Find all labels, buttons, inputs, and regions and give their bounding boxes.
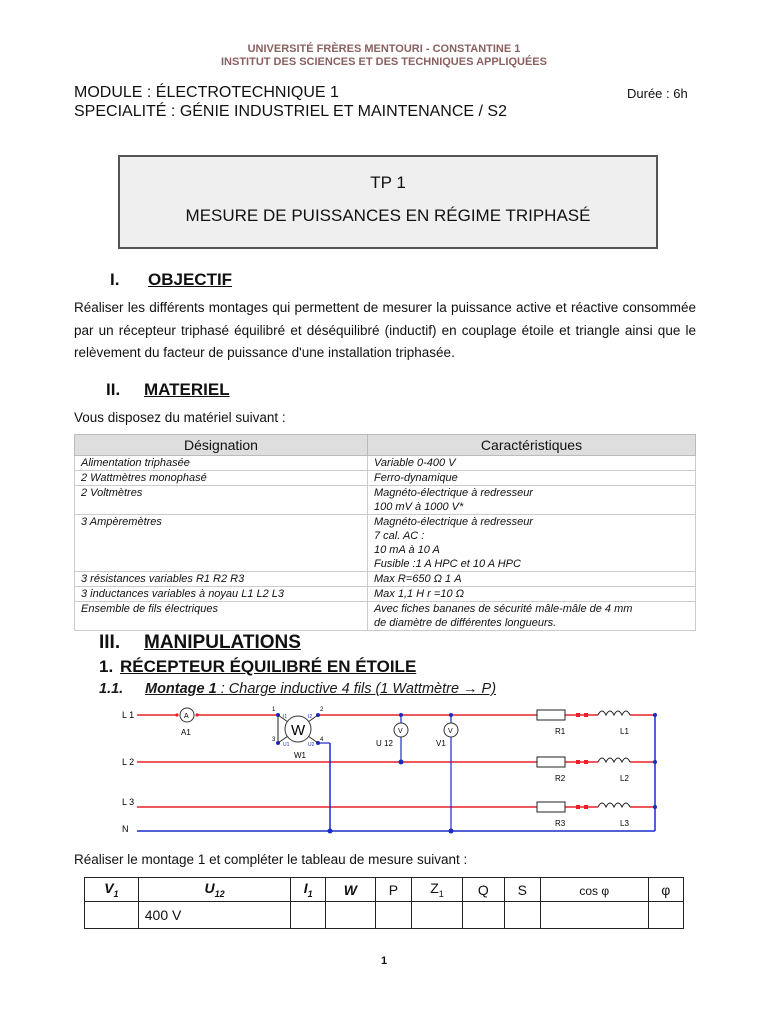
montage-description: : Charge inductive 4 fils (1 Wattmètre → P)	[216, 681, 497, 697]
measurement-value-cell[interactable]	[85, 902, 139, 929]
cell-line: de diamètre de différentes longueurs.	[374, 617, 557, 629]
designation-cell	[75, 602, 368, 631]
section-number: II.	[106, 380, 121, 399]
duration: Durée : 6h	[627, 86, 688, 101]
section-title: OBJECTIF	[148, 270, 233, 289]
caracteristiques-cell	[368, 602, 696, 631]
measurement-header-cell	[291, 878, 326, 902]
terminal-number: 4	[320, 737, 324, 743]
cell-line: 3 Ampèremètres	[81, 516, 162, 528]
cell-line: Alimentation triphasée	[81, 457, 190, 469]
designation-cell	[75, 456, 368, 471]
caracteristiques-cell	[368, 572, 696, 587]
cell-line: 2 Wattmètres monophasé	[81, 472, 207, 484]
terminal-number: 2	[320, 707, 324, 713]
column-header: Désignation	[75, 435, 368, 456]
line-label: L 2	[122, 757, 135, 767]
column-header: Caractéristiques	[368, 435, 696, 456]
junction-dot	[653, 760, 657, 764]
measurement-header-cell	[375, 878, 411, 902]
measurement-table	[84, 877, 684, 929]
table-row	[75, 456, 696, 471]
header-subscript: 1	[113, 888, 119, 899]
measurement-value-cell[interactable]	[375, 902, 411, 929]
table-row	[75, 572, 696, 587]
header-symbol: Z	[430, 880, 439, 897]
section-materiel-heading	[106, 380, 230, 400]
section-manipulations-heading	[99, 632, 301, 654]
measurement-value-cell[interactable]	[540, 902, 648, 929]
cell-line: Variable 0-400 V	[374, 457, 456, 469]
header-symbol: P	[388, 881, 399, 898]
resistor-icon	[537, 710, 565, 720]
junction-dot	[653, 713, 657, 717]
terminal-dot	[195, 713, 198, 716]
measurement-value-cell[interactable]	[291, 902, 326, 929]
measurement-value-cell[interactable]	[326, 902, 376, 929]
measurement-header-cell	[85, 878, 139, 902]
header-symbol: W	[343, 881, 358, 898]
load-phase-3	[537, 802, 630, 828]
section-title: MATERIEL	[144, 380, 230, 399]
header-symbol: S	[517, 881, 527, 898]
table-header-row	[75, 435, 696, 456]
montage-label: Montage 1	[145, 681, 217, 697]
institute-name: INSTITUT DES SCIENCES ET DES TECHNIQUES APPLIQUÉES	[221, 56, 547, 68]
measurement-header-cell	[648, 878, 683, 902]
caracteristiques-cell	[368, 587, 696, 602]
tp-title: MESURE DE PUISSANCES EN RÉGIME TRIPHASÉ	[185, 206, 591, 225]
load-phase-1	[537, 710, 630, 736]
header-subscript: 1	[438, 888, 444, 899]
voltmeter-label: V1	[436, 739, 446, 748]
measurement-header-cell	[463, 878, 505, 902]
inductor-label: L3	[620, 819, 629, 828]
cell-line: Fusible :1 A HPC et 10 A HPC	[374, 558, 521, 570]
measurement-header-cell	[412, 878, 463, 902]
measurement-header-cell	[540, 878, 648, 902]
cell-line: 3 inductances variables à noyau L1 L2 L3	[81, 588, 285, 600]
voltmeter-symbol: V	[448, 728, 453, 735]
measurement-value-cell[interactable]	[463, 902, 505, 929]
cell-line: 10 mA à 10 A	[374, 544, 440, 556]
subsection-heading	[99, 657, 416, 677]
caracteristiques-cell	[368, 515, 696, 572]
header-symbol: cos φ	[579, 883, 610, 898]
line-label: L 3	[122, 797, 135, 807]
table-row	[75, 587, 696, 602]
line-label: N	[122, 824, 129, 834]
cell-line: 2 Voltmètres	[81, 487, 143, 499]
university-name: UNIVERSITÉ FRÈRES MENTOURI - CONSTANTINE 1	[247, 43, 521, 55]
designation-cell	[75, 515, 368, 572]
header-symbol: φ	[661, 881, 671, 898]
table-row	[75, 471, 696, 486]
header-subscript: 12	[214, 888, 225, 899]
objectif-text: Réaliser les différents montages qui permettent de mesurer la puissance active et réactive consommée par un récepteur triphasé équilibré et déséquilibré (inductif) en couplage étoile et triangle ainsi que le relèvement du facteur de puissance d'une installation triphasée.	[74, 300, 696, 360]
inductor-icon	[598, 758, 630, 762]
tp-number: TP 1	[370, 173, 406, 192]
designation-cell	[75, 587, 368, 602]
terminal-code: U1	[283, 742, 290, 748]
cell-line: Avec fiches bananes de sécurité mâle-mâle de 4 mm	[374, 603, 633, 615]
header-symbol: Q	[477, 881, 489, 898]
caracteristiques-cell	[368, 471, 696, 486]
ammeter-label: A1	[181, 728, 191, 737]
voltmeter-symbol: V	[398, 728, 403, 735]
ammeter-symbol: A	[184, 713, 189, 720]
materiel-table-body	[75, 456, 696, 631]
specialty-line: SPECIALITÉ : GÉNIE INDUSTRIEL ET MAINTENANCE / S2	[74, 103, 507, 120]
designation-cell	[75, 486, 368, 515]
measurement-value-row	[85, 902, 684, 929]
measurement-header-row	[85, 878, 684, 902]
load-phase-2	[537, 757, 630, 783]
measurement-intro: Réaliser le montage 1 et compléter le tableau de mesure suivant :	[74, 852, 468, 867]
terminal-dot	[175, 713, 178, 716]
cell-line: Max 1,1 H r =10 Ω	[374, 588, 464, 600]
caracteristiques-cell	[368, 456, 696, 471]
table-row	[75, 515, 696, 572]
measurement-value-cell[interactable]	[412, 902, 463, 929]
measurement-value-cell[interactable]	[504, 902, 540, 929]
montage-number: 1.1.	[99, 681, 124, 697]
cell-line: Magnéto-électrique à redresseur	[374, 487, 533, 499]
montage-heading	[99, 681, 496, 697]
measurement-header-cell	[504, 878, 540, 902]
subsection-number: 1.	[99, 657, 114, 676]
junction-dot	[449, 829, 454, 834]
terminal-code: I1	[283, 714, 288, 720]
terminal-number: 3	[272, 737, 276, 743]
voltmeter-label: U 12	[376, 739, 393, 748]
table-row	[75, 602, 696, 631]
cell-line: 7 cal. AC :	[374, 530, 425, 542]
resistor-label: R2	[555, 774, 566, 783]
header-symbol: U	[204, 880, 215, 897]
wattmeter-label: W1	[294, 751, 306, 760]
page-number: 1	[380, 955, 388, 967]
title-box	[118, 155, 658, 249]
inductor-icon	[598, 803, 630, 807]
table-row	[75, 486, 696, 515]
subsection-title: RÉCEPTEUR ÉQUILIBRÉ EN ÉTOILE	[120, 657, 417, 676]
resistor-label: R3	[555, 819, 566, 828]
header-symbol: V	[104, 880, 114, 897]
junction-dot	[449, 713, 453, 717]
module-line: MODULE : ÉLECTROTECHNIQUE 1	[74, 84, 339, 101]
wattmeter-symbol: W	[291, 722, 306, 739]
terminal-code: U2	[308, 742, 315, 748]
inductor-label: L1	[620, 727, 629, 736]
circuit-diagram	[0, 700, 768, 840]
designation-cell	[75, 471, 368, 486]
designation-cell	[75, 572, 368, 587]
inductor-label: L2	[620, 774, 629, 783]
measurement-value-cell[interactable]: 400 V	[138, 902, 291, 929]
cell-line: 100 mV à 1000 V*	[374, 501, 464, 513]
section-objectif-heading	[110, 270, 232, 290]
cell-line: Ferro-dynamique	[374, 472, 458, 484]
resistor-icon	[537, 757, 565, 767]
header-symbol: I	[303, 880, 308, 897]
terminal-number: 1	[272, 707, 276, 713]
cell-line: Ensemble de fils électriques	[81, 603, 218, 615]
measurement-header-cell	[138, 878, 291, 902]
materiel-table	[74, 434, 696, 631]
measurement-value-cell[interactable]	[648, 902, 683, 929]
cell-line: Magnéto-électrique à redresseur	[374, 516, 533, 528]
header-subscript: 1	[307, 888, 313, 899]
caracteristiques-cell	[368, 486, 696, 515]
section-number: III.	[99, 632, 121, 653]
section-title: MANIPULATIONS	[144, 632, 301, 653]
terminal-code: I2	[308, 714, 313, 720]
line-label: L 1	[122, 710, 135, 720]
junction-dot	[399, 760, 404, 765]
junction-dot	[653, 805, 657, 809]
measurement-header-cell	[326, 878, 376, 902]
resistor-icon	[537, 802, 565, 812]
junction-dot	[328, 829, 333, 834]
inductor-icon	[598, 711, 630, 715]
cell-line: 3 résistances variables R1 R2 R3	[81, 573, 245, 585]
junction-dot	[399, 713, 403, 717]
resistor-label: R1	[555, 727, 566, 736]
cell-line: Max R=650 Ω 1 A	[374, 573, 462, 585]
materiel-intro: Vous disposez du matériel suivant :	[74, 410, 286, 425]
section-number: I.	[110, 270, 120, 289]
